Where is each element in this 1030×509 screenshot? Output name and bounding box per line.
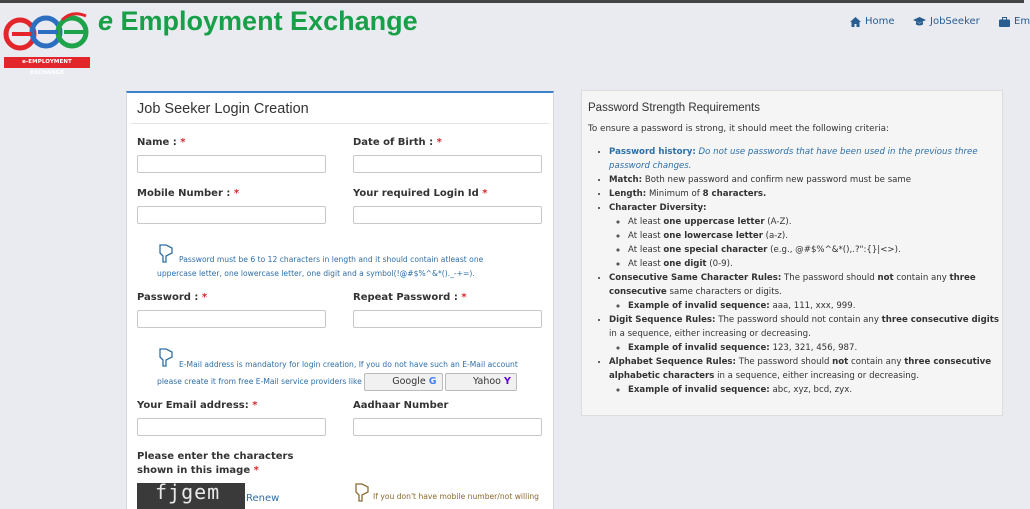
required-mark: *: [461, 292, 467, 303]
yahoo-button[interactable]: [445, 373, 517, 391]
password-label: [137, 292, 207, 303]
renew-captcha-link[interactable]: Renew: [246, 493, 280, 504]
repeat-password-label: [353, 292, 467, 303]
mobile-note: If you don't have mobile number/not willing: [373, 492, 539, 501]
diversity-item: [628, 229, 1005, 243]
rule-same-character: [609, 271, 1005, 313]
alpha-sublist: [609, 383, 1005, 397]
rule-length-value: 8 characters.: [702, 189, 767, 199]
rule-same-title: Consecutive Same Character Rules:: [609, 273, 782, 283]
site-title[interactable]: [98, 6, 418, 37]
home-icon: [850, 17, 861, 27]
rule-match-text: Both new password and confirm new password must be same: [642, 175, 912, 185]
example-label: Example of invalid sequence:: [628, 343, 770, 353]
mobile-label-text: Mobile Number :: [137, 188, 234, 199]
dob-label: [353, 137, 442, 148]
rule-alpha-title: Alphabet Sequence Rules:: [609, 357, 736, 367]
rule-same-text: contain any: [893, 273, 950, 283]
login-id-input[interactable]: [353, 206, 542, 224]
required-mark: *: [482, 188, 488, 199]
rule-digit-bold: three consecutive digits: [881, 315, 999, 325]
digit-sublist: [609, 341, 1005, 355]
diversity-bold: one uppercase letter: [663, 217, 765, 227]
site-title-text: Employment Exchange: [113, 6, 418, 36]
rule-diversity-title: Character Diversity:: [609, 203, 707, 213]
rule-digit-sequence: [609, 313, 1005, 355]
alpha-example: [628, 383, 1005, 397]
email-label: [137, 400, 257, 411]
rule-digit-title: Digit Sequence Rules:: [609, 315, 716, 325]
rule-same-text: same characters or digits.: [666, 287, 782, 297]
name-label: [137, 137, 186, 148]
email-note-text: E-Mail address is mandatory for login creation, If you do not have such an E-Mail account please create it from free E-Mail service providers like: [157, 360, 518, 386]
mobile-input[interactable]: [137, 206, 326, 224]
rule-alphabet-sequence: [609, 355, 1005, 397]
graduation-cap-icon: [913, 17, 926, 27]
diversity-pre: At least: [628, 245, 664, 255]
nav-employer-label: Em: [1014, 16, 1030, 27]
diversity-bold: one digit: [663, 259, 707, 269]
example-text: aaa, 111, xxx, 999.: [769, 301, 856, 311]
diversity-bold: one lowercase letter: [663, 231, 763, 241]
captcha-text: fjgem: [155, 480, 221, 504]
logo-caption: e-EMPLOYMENT EXCHANGE: [4, 57, 90, 68]
rule-history-title: Password history:: [609, 147, 696, 157]
form-divider: [131, 123, 549, 124]
required-mark: *: [253, 465, 259, 476]
nav-home[interactable]: [850, 16, 895, 27]
requirements-title: Password Strength Requirements: [588, 102, 760, 114]
login-creation-form: [126, 91, 554, 509]
required-mark: *: [201, 292, 208, 303]
google-button-label: Google: [392, 376, 426, 387]
nav-jobseeker[interactable]: [913, 16, 980, 27]
diversity-pre: At least: [628, 217, 664, 227]
nav-employer[interactable]: [999, 16, 1030, 27]
rule-alpha-text: in a sequence, either increasing or decreasing.: [714, 371, 919, 381]
example-label: Example of invalid sequence:: [628, 385, 770, 395]
rule-same-not: not: [877, 273, 894, 283]
dob-input[interactable]: [353, 155, 542, 173]
captcha-label: [137, 450, 327, 478]
rule-same-bold: three consecutive: [609, 273, 976, 297]
nav-jobseeker-label: JobSeeker: [930, 16, 980, 27]
diversity-post: (e.g., @#$%^&*(),.?":{}|<>).: [767, 245, 901, 255]
rule-alpha-bold: three consecutive alphabetic characters: [609, 357, 992, 381]
dob-label-text: Date of Birth :: [353, 137, 437, 148]
site-title-prefix: e: [98, 6, 114, 36]
digit-example: [628, 341, 1005, 355]
repeat-password-label-text: Repeat Password :: [353, 292, 462, 303]
rule-digit-text: The password should not contain any: [715, 315, 882, 325]
rule-alpha-text: contain any: [848, 357, 905, 367]
rule-length: [609, 187, 1005, 201]
diversity-bold: one special character: [663, 245, 768, 255]
diversity-post: (0-9).: [706, 259, 733, 269]
rule-diversity: [609, 201, 1005, 271]
name-input[interactable]: [137, 155, 326, 173]
diversity-item: [628, 215, 1005, 229]
google-button[interactable]: [364, 373, 442, 391]
password-label-text: Password :: [137, 292, 202, 303]
logo-rings-icon: [2, 6, 94, 62]
diversity-post: (A-Z).: [764, 217, 792, 227]
requirements-list: [596, 145, 1005, 397]
rule-alpha-not: not: [832, 357, 849, 367]
repeat-password-input[interactable]: [353, 310, 542, 328]
rule-history-text: Do not use passwords that have been used in the previous three password changes.: [609, 147, 978, 171]
requirements-intro: To ensure a password is strong, it should meet the following criteria:: [588, 124, 890, 134]
yahoo-y-icon: Y: [504, 376, 511, 387]
rule-match: [609, 173, 1005, 187]
pointing-hand-icon: [353, 483, 371, 503]
required-mark: *: [252, 400, 258, 411]
diversity-pre: At least: [628, 231, 664, 241]
form-title: Job Seeker Login Creation: [137, 101, 309, 117]
login-id-label: [353, 188, 488, 199]
name-label-text: Name :: [137, 137, 181, 148]
rule-match-title: Match:: [609, 175, 643, 185]
same-sublist: [609, 299, 1005, 313]
diversity-post: (a-z).: [762, 231, 789, 241]
example-text: 123, 321, 456, 987.: [769, 343, 858, 353]
password-input[interactable]: [137, 310, 326, 328]
rule-same-text: The password should: [781, 273, 878, 283]
rule-length-title: Length:: [609, 189, 647, 199]
top-border: [0, 0, 1024, 3]
aadhaar-input[interactable]: [353, 418, 542, 436]
aadhaar-label: Aadhaar Number: [353, 400, 449, 411]
diversity-pre: At least: [628, 259, 664, 269]
nav-home-label: Home: [865, 16, 895, 27]
email-note: [157, 357, 527, 391]
required-mark: *: [233, 188, 240, 199]
email-label-text: Your Email address:: [137, 400, 253, 411]
example-label: Example of invalid sequence:: [628, 301, 770, 311]
rule-digit-text: in a sequence, either increasing or decreasing.: [609, 329, 811, 339]
diversity-item: [628, 243, 1005, 257]
rule-alpha-text: The password should: [735, 357, 833, 367]
password-requirements-panel: [581, 90, 1003, 416]
google-g-icon: G: [428, 376, 437, 387]
required-mark: *: [180, 137, 186, 148]
yahoo-button-label: Yahoo: [473, 376, 501, 387]
email-input[interactable]: [137, 418, 326, 436]
rule-length-text: Minimum of: [646, 189, 703, 199]
example-text: abc, xyz, bcd, zyx.: [769, 385, 853, 395]
required-mark: *: [436, 137, 442, 148]
captcha-image: [137, 480, 245, 509]
mobile-label: [137, 188, 239, 199]
briefcase-icon: [999, 17, 1010, 27]
captcha-label-text: Please enter the characters shown in this image: [137, 451, 294, 476]
rule-history: [609, 145, 1005, 173]
same-example: [628, 299, 1005, 313]
login-id-label-text: Your required Login Id: [353, 188, 483, 199]
password-note: Password must be 6 to 12 characters in length and it should contain atleast one uppercase letter, one lowercase letter, one digit and a symbol(!@#$%^&*()._-+=).: [157, 255, 484, 278]
diversity-item: [628, 257, 1005, 271]
diversity-sublist: [609, 215, 1005, 271]
